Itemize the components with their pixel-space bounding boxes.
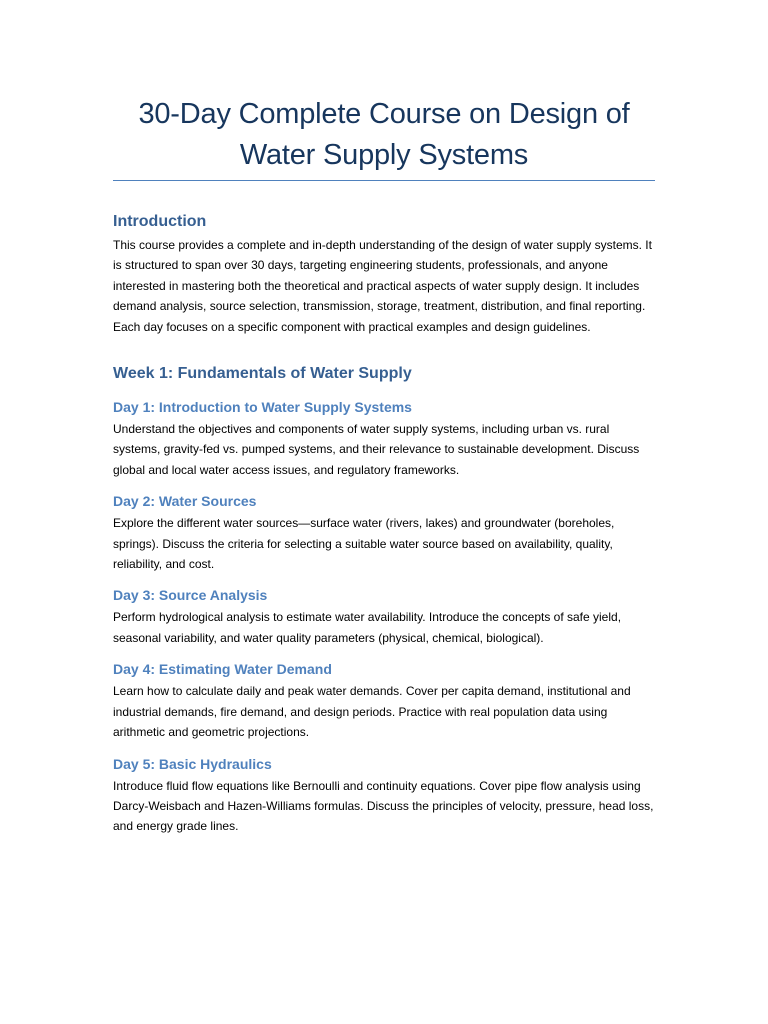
day-3-section (113, 585, 655, 648)
day-5-paragraph: Introduce fluid flow equations like Bernoulli and continuity equations. Cover pipe flow analysis using Darcy-Weisbach and Hazen-Williams formulas. Discuss the principles of velocity, pressure, head loss, and energy grade lines. (113, 778, 654, 834)
introduction-paragraph: This course provides a complete and in-depth understanding of the design of water supply systems. It is structured to span over 30 days, targeting engineering students, professionals, and anyone interested in mastering both the theoretical and practical aspects of water supply design. It includes demand analysis, source selection, transmission, storage, treatment, distribution, and final reporting. Each day focuses on a specific component with practical examples and design guidelines. (113, 238, 652, 334)
week-1-heading: Week 1: Fundamentals of Water Supply (113, 365, 412, 383)
day-2-heading: Day 2: Water Sources (113, 493, 257, 510)
day-2-paragraph: Explore the different water sources—surface water (rivers, lakes) and groundwater (boreholes, springs). Discuss the criteria for selecting a suitable water source based on availability, quality, reliability, and cost. (113, 516, 615, 572)
introduction-section (113, 211, 655, 337)
day-4-paragraph: Learn how to calculate daily and peak water demands. Cover per capita demand, institutional and industrial demands, fire demand, and design periods. Practice with real population data using arithmetic and geometric projections. (113, 684, 631, 740)
day-4-section (113, 659, 655, 742)
day-5-section (113, 754, 655, 837)
title-divider (113, 180, 655, 181)
day-3-heading: Day 3: Source Analysis (113, 587, 268, 604)
document-content (113, 211, 655, 848)
document-title: 30-Day Complete Course on Design of Water Supply Systems (138, 98, 630, 171)
introduction-heading: Introduction (113, 213, 207, 230)
day-4-heading: Day 4: Estimating Water Demand (113, 661, 332, 678)
day-1-section (113, 397, 655, 480)
day-1-paragraph: Understand the objectives and components of water supply systems, including urban vs. rural systems, gravity-fed vs. pumped systems, and their relevance to sustainable development. Discuss global and local water access issues, and regulatory frameworks. (113, 422, 640, 477)
day-2-section (113, 491, 655, 574)
day-1-heading: Day 1: Introduction to Water Supply Systems (113, 399, 412, 416)
day-5-heading: Day 5: Basic Hydraulics (113, 755, 272, 772)
day-3-paragraph: Perform hydrological analysis to estimate water availability. Introduce the concepts of safe yield, seasonal variability, and water quality parameters (physical, chemical, biological). (113, 610, 622, 645)
